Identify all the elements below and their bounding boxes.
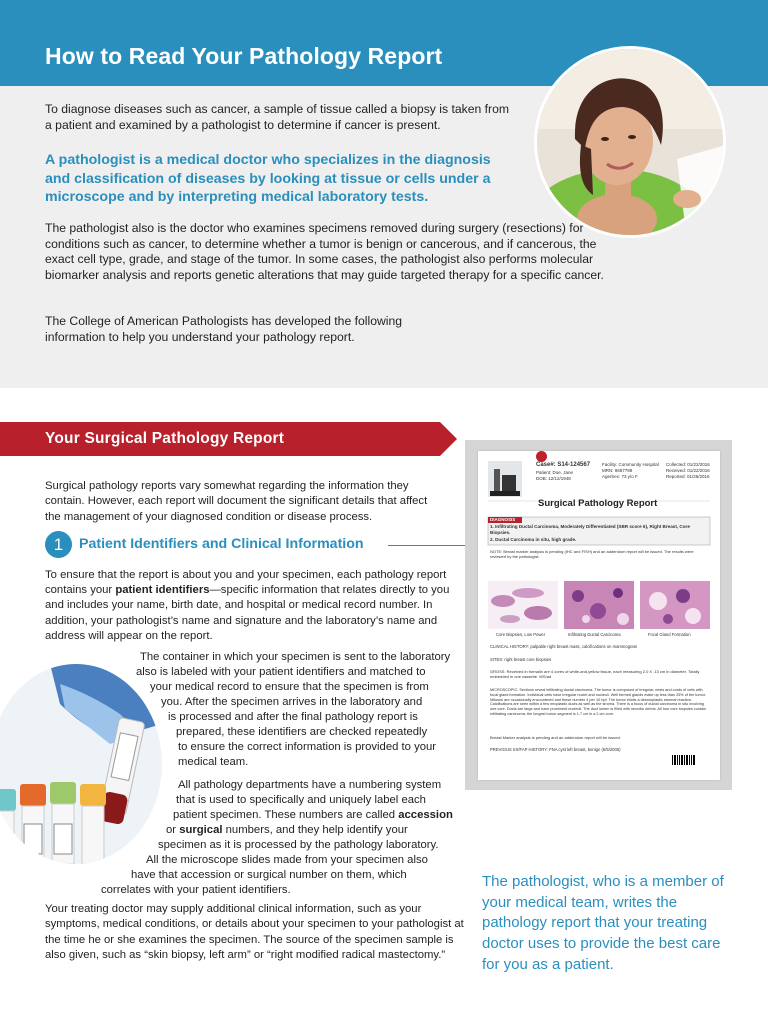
surgical-bold: surgical — [179, 824, 223, 836]
wrap-line: also is labeled with your patient identifiers and matched to — [136, 666, 426, 678]
wrap-line: medical team. — [178, 756, 249, 768]
pathologist-definition: A pathologist is a medical doctor who specializes in the diagnosis and classification of diseases by looking at tissue or cells under a microscope and by interpreting medical laboratory tests. — [45, 152, 491, 206]
micrograph-gland — [640, 581, 710, 629]
wrap-line: your medical record to ensure that the specimen is from — [150, 681, 429, 693]
wrap-line: is processed and after the final pathology report is — [168, 711, 418, 723]
report-diagnosis-1: 1. Infiltrating Ductal Carcinoma, Moderately Differentiated (SBR score 6), Right Breast, Core Biopsies. — [490, 524, 690, 535]
report-facility: Facility: Community Hospital — [602, 462, 659, 467]
report-clinical-history: CLINICAL HISTORY: palpable right breast mass, calcifications on mammogram — [490, 644, 638, 649]
report-gross: GROSS: Received in formalin are 4 cores of white-and-yellow tissue, each measuring 2.0 X .13 cm in diameter. Totally embedded in one cassette. WS/ad — [490, 669, 700, 679]
wrap-line: correlates with your patient identifiers. — [101, 884, 291, 896]
report-previous-history: PREVIOUS SX/FAP HISTORY: FNA cyst left breast, benign (5/5/2005) — [490, 747, 621, 752]
report-reported: Reported: 01/26/2016 — [666, 474, 710, 479]
wrap-line: prepared, these identifiers are checked repeatedly — [176, 726, 428, 738]
step-number-badge: 1 — [45, 531, 72, 558]
report-note: NOTE: Breast marker analysis is pending (IHC and FISH) and an addendum report will be issued. The results were reviewed by the pathologist. — [490, 549, 694, 559]
wrap-line-text: numbers, and they help identify your — [222, 824, 408, 836]
wrap-line: that is used to specifically and uniquely label each — [176, 794, 426, 806]
micrograph-caption: Infiltrating Ductal Carcinoma — [568, 632, 621, 637]
or-text: or — [166, 824, 180, 836]
sample-report-page — [478, 451, 720, 780]
pathologist-role-paragraph: The pathologist also is the doctor who examines specimens removed during surgery (resections) for conditions such as cancer, to determine whether a tumor is benign or cancerous, and if cancerous, the exact cell type, grade, and stage of the tumor. In some cases, the pathologist also performs molecular biomarker analysis and reports genetic alterations that may guide targeted therapy for a specific cancer. — [45, 221, 604, 283]
ensure-text-start: To ensure that the report is about you and your specimen, each pathology report contains your — [45, 569, 447, 597]
wrap-line: specimen as it is processed by the pathology laboratory. — [158, 839, 439, 851]
micrograph-caption: Focal Gland Formation — [648, 632, 691, 637]
report-case-number: Case#: S14-124567 — [536, 462, 591, 468]
report-diagnosis-2: 2. Ductal Carcinoma in situ, high grade. — [490, 537, 577, 542]
specimen-tubes-photo — [0, 664, 162, 864]
doctor-photo — [534, 46, 726, 238]
wrap-line: have that accession or surgical number on them, which — [131, 869, 407, 881]
report-title: Surgical Pathology Report — [538, 498, 658, 509]
report-diagnosis-label: DIAGNOSIS — [490, 517, 516, 522]
clinical-info-paragraph: Your treating doctor may supply additional clinical information, such as your symptoms, medical conditions, or details about your specimen to your pathologist at the time he or she examines the specimen. The source of the specimen sample is also given, such as “skin biopsy, left arm” or “right modified radical mastectomy.” — [45, 903, 464, 961]
wrap-line — [166, 823, 408, 838]
cap-info-paragraph: The College of American Pathologists has developed the following information to help you understand your pathology report. — [45, 314, 403, 344]
barcode — [672, 755, 695, 765]
wrap-line: to ensure the correct information is provided to your — [178, 741, 437, 753]
connector-dot — [536, 451, 547, 462]
section-banner-title: Your Surgical Pathology Report — [45, 430, 285, 447]
patient-identifiers-paragraph — [45, 568, 465, 644]
ensure-text-end: —specific information that relates directly to you and includes your name, birth date, and hospital or medical record number. In addition, your pathologist’s name and signature and the laboratory’s name and address will appear on the report. — [45, 584, 450, 642]
page-title: How to Read Your Pathology Report — [45, 43, 443, 69]
section-heading: Patient Identifiers and Clinical Information — [79, 536, 364, 552]
micrograph-caption: Core Biopsies, Low Power — [496, 632, 546, 637]
micrograph-low-power — [488, 581, 558, 629]
intro-paragraph: To diagnose diseases such as cancer, a sample of tissue called a biopsy is taken from a patient and examined by a pathologist to determine if cancer is present. — [45, 102, 510, 132]
report-dob: DOB: 12/12/1948 — [536, 476, 571, 481]
wrap-line: All pathology departments have a numbering system — [178, 779, 442, 791]
report-sites: SITES: right breast core biopsies — [490, 657, 552, 662]
accession-bold: accession — [398, 809, 453, 821]
report-microscopic: MICROSCOPIC: Sections reveal infiltrating ductal carcinoma. The tumor is composed of irregular, nests and cords of cells with focal gland formation. Individual cells have irregular nuclei and nucleoli. Well formed glands make up less than 25% of the tumor. Mitoses are occasionally encountered and these number 4 per 10 hpf. The tumor elicits a desmoplastic stromal reaction. Calcifications are seen within a few neoplastic ducts as well as the stroma. There is a focus of ductal carcinoma in situ involving one core. Ducts are large and have prominent nucleoli. The duct lumen is filled with necrotic debris. All four core biopsies contain infiltrating carcinoma; the longest tumor segment is 1.7 cm in a 2 cm core. — [490, 688, 707, 716]
pathologist-caption: The pathologist, who is a member of your medical team, writes the pathology report that your treating doctor uses to provide the best care for you as a patient. — [482, 873, 724, 973]
surgical-report-intro: Surgical pathology reports vary somewhat regarding the information they contain. However, each report will document the significant details that affect the management of your diagnosed condition or disease process. — [45, 480, 428, 523]
wrap-line: you. After the specimen arrives in the laboratory and — [161, 696, 423, 708]
wrap-line — [173, 808, 453, 823]
report-collected: Collected: 01/22/2016 — [666, 462, 710, 467]
wrap-line-text: patient specimen. These numbers are called — [173, 809, 399, 821]
wrap-line: All the microscope slides made from your specimen also — [146, 854, 428, 866]
report-received: Received: 01/22/2016 — [666, 468, 710, 473]
report-patient: Patient: Doe, Jane — [536, 470, 574, 475]
report-age-sex: Age/Sex: 73 y/o F — [602, 474, 638, 479]
report-mrn: MRN: 8687798 — [602, 468, 633, 473]
patient-identifiers-bold: patient identifiers — [115, 584, 210, 597]
report-marker: Breast Marker analysis is pending and an addendum report will be issued. — [490, 735, 621, 740]
micrograph-carcinoma — [564, 581, 634, 629]
wrap-line: The container in which your specimen is sent to the laboratory — [140, 651, 451, 663]
